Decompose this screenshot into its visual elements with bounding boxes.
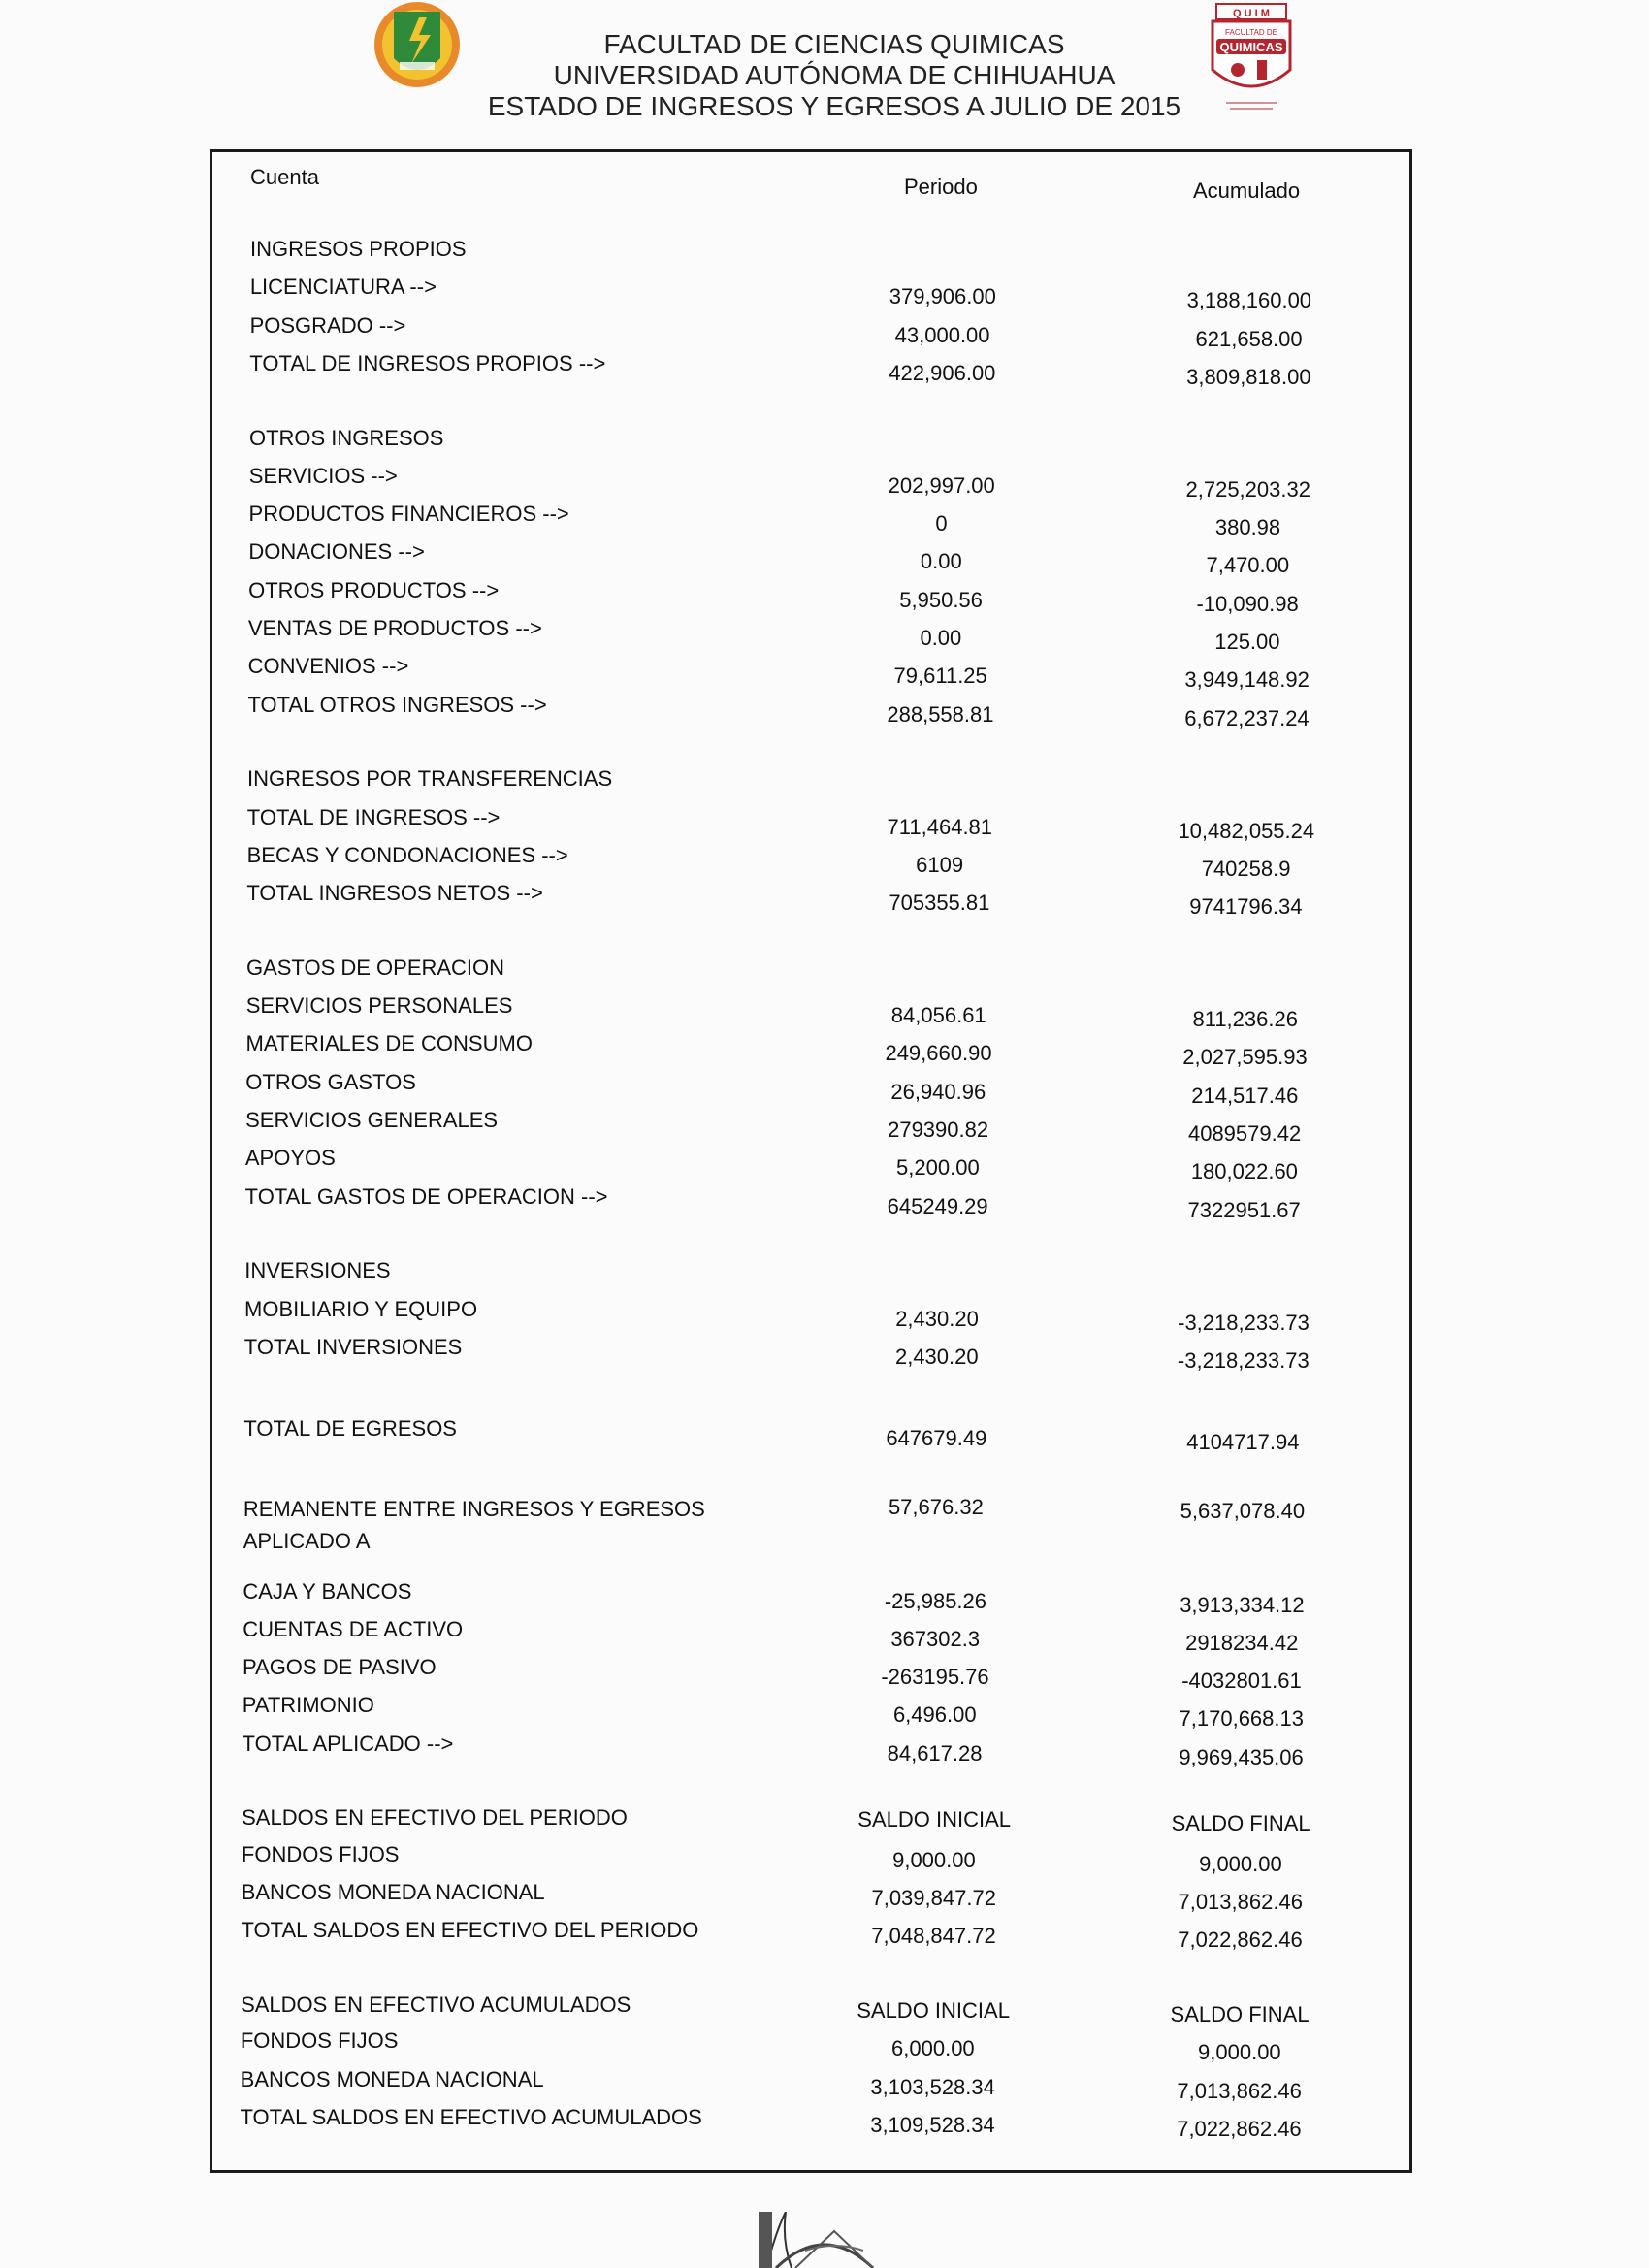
table-row-accumulated: 3,809,818.00 bbox=[1186, 364, 1311, 389]
section-title bbox=[0, 956, 1649, 990]
table-row bbox=[0, 1578, 1649, 1617]
total-egresos-row-accumulated: 4104717.94 bbox=[1186, 1430, 1300, 1455]
table-row bbox=[0, 1031, 1649, 1070]
table-row bbox=[0, 1880, 1649, 1915]
remanente-row bbox=[0, 1497, 1649, 1532]
saldos-periodo-title-period: SALDO INICIAL bbox=[857, 1807, 1011, 1832]
table-row-label: MATERIALES DE CONSUMO bbox=[245, 1031, 533, 1056]
aplicado-a-label-label: APLICADO A bbox=[242, 1529, 371, 1554]
table-row-label: SERVICIOS --> bbox=[248, 463, 398, 488]
section-title bbox=[0, 237, 1649, 272]
table-row bbox=[0, 539, 1649, 578]
table-row-period: 6109 bbox=[916, 852, 964, 877]
table-row-label: TOTAL OTROS INGRESOS --> bbox=[247, 692, 547, 717]
table-row-accumulated: 380.98 bbox=[1214, 515, 1281, 540]
table-row bbox=[0, 1693, 1649, 1732]
table-row-accumulated: 3,188,160.00 bbox=[1186, 288, 1312, 313]
saldos-periodo-title-label: SALDOS EN EFECTIVO DEL PERIODO bbox=[242, 1805, 628, 1831]
aplicado-a-label bbox=[0, 1529, 1649, 1564]
table-row bbox=[0, 993, 1649, 1032]
table-row-period: 705355.81 bbox=[889, 891, 990, 916]
total-egresos-row-label: TOTAL DE EGRESOS bbox=[243, 1416, 457, 1442]
column-header-account: Cuenta bbox=[250, 165, 319, 189]
table-row-period: 84,617.28 bbox=[887, 1740, 983, 1766]
table-row-accumulated: 180,022.60 bbox=[1190, 1159, 1298, 1184]
table-row-label: BECAS Y CONDONACIONES --> bbox=[246, 842, 568, 867]
table-row-label: FONDOS FIJOS bbox=[240, 2028, 399, 2054]
table-row-period: 5,950.56 bbox=[899, 587, 983, 612]
table-row bbox=[0, 654, 1649, 693]
table-row-accumulated: 7,170,668.13 bbox=[1179, 1706, 1304, 1732]
table-row bbox=[0, 1616, 1649, 1655]
table-row-label: CAJA Y BANCOS bbox=[242, 1578, 412, 1604]
saldos-acumulados-title-accumulated: SALDO FINAL bbox=[1170, 2001, 1310, 2026]
table-row-label: TOTAL SALDOS EN EFECTIVO DEL PERIODO bbox=[241, 1918, 699, 1943]
table-row-accumulated: 3,913,334.12 bbox=[1180, 1592, 1305, 1617]
remanente-row-label: REMANENTE ENTRE INGRESOS Y EGRESOS bbox=[242, 1497, 705, 1521]
table-row-period: 288,558.81 bbox=[887, 701, 994, 727]
table-row-accumulated: 740258.9 bbox=[1201, 856, 1291, 881]
crest-top-text: Q U I M bbox=[1233, 8, 1270, 19]
table-row-label: TOTAL SALDOS EN EFECTIVO ACUMULADOS bbox=[240, 2104, 702, 2129]
table-row-accumulated: 3,949,148.92 bbox=[1184, 667, 1310, 693]
table-row-period: 2,430.20 bbox=[895, 1306, 979, 1331]
table-row-period: 0 bbox=[935, 511, 948, 536]
section-title bbox=[0, 426, 1649, 461]
table-row bbox=[0, 1334, 1649, 1373]
table-row-period: 3,103,528.34 bbox=[870, 2074, 995, 2099]
total-egresos-row bbox=[0, 1416, 1649, 1455]
table-row-label: TOTAL GASTOS DE OPERACION --> bbox=[244, 1183, 608, 1209]
section-title bbox=[0, 1258, 1649, 1293]
stamp-mark bbox=[737, 2212, 989, 2268]
table-row-accumulated: 214,517.46 bbox=[1191, 1083, 1299, 1108]
table-row bbox=[0, 804, 1649, 843]
table-row-period: 367302.3 bbox=[890, 1626, 981, 1651]
table-row-period: 84,056.61 bbox=[890, 1003, 986, 1028]
saldos-acumulados-title-label: SALDOS EN EFECTIVO ACUMULADOS bbox=[241, 1992, 631, 2017]
table-row-period: 5,200.00 bbox=[896, 1155, 980, 1181]
table-row-period: 43,000.00 bbox=[894, 322, 990, 347]
table-row-period: 711,464.81 bbox=[887, 814, 993, 839]
table-row-label: APOYOS bbox=[244, 1146, 336, 1171]
table-row-label: TOTAL INGRESOS NETOS --> bbox=[246, 881, 543, 906]
table-row-label: SERVICIOS GENERALES bbox=[245, 1108, 499, 1132]
header-statement-title: ESTADO DE INGRESOS Y EGRESOS A JULIO DE 2015 bbox=[487, 91, 1181, 121]
table-row-period: 7,048,847.72 bbox=[871, 1924, 996, 1949]
saldos-periodo-title-accumulated: SALDO FINAL bbox=[1171, 1811, 1310, 1836]
table-row-period: 26,940.96 bbox=[890, 1079, 986, 1104]
table-row bbox=[0, 1731, 1649, 1769]
table-row-accumulated: 7,470.00 bbox=[1206, 553, 1290, 578]
table-row bbox=[0, 463, 1649, 502]
table-row-accumulated: -10,090.98 bbox=[1196, 591, 1299, 616]
section-title-label: INVERSIONES bbox=[244, 1258, 391, 1283]
table-row-label: BANCOS MONEDA NACIONAL bbox=[241, 1879, 545, 1904]
table-row-period: 79,611.25 bbox=[893, 664, 987, 689]
saldos-periodo-title bbox=[0, 1805, 1649, 1840]
table-row-accumulated: 621,658.00 bbox=[1195, 326, 1303, 351]
table-row bbox=[0, 1655, 1649, 1694]
table-row bbox=[0, 616, 1649, 655]
table-row-label: PAGOS DE PASIVO bbox=[242, 1655, 436, 1680]
table-row-period: 279390.82 bbox=[888, 1118, 989, 1142]
table-row-label: TOTAL DE INGRESOS --> bbox=[246, 804, 501, 829]
table-row bbox=[0, 1842, 1649, 1877]
table-row-accumulated: 9,000.00 bbox=[1199, 1851, 1282, 1876]
table-row-label: PATRIMONIO bbox=[242, 1693, 374, 1718]
remanente-row-accumulated: 5,637,078.40 bbox=[1180, 1499, 1306, 1523]
table-row bbox=[0, 577, 1649, 616]
table-row-label: VENTAS DE PRODUCTOS --> bbox=[247, 616, 542, 641]
table-row-period: 249,660.90 bbox=[885, 1041, 992, 1066]
table-row-label: OTROS GASTOS bbox=[245, 1069, 416, 1094]
column-header-period: Periodo bbox=[904, 175, 978, 199]
table-row-label: POSGRADO --> bbox=[249, 312, 406, 338]
section-title-label: INGRESOS PROPIOS bbox=[250, 237, 467, 261]
table-row-accumulated: 9,969,435.06 bbox=[1179, 1744, 1304, 1769]
table-row-period: 7,039,847.72 bbox=[871, 1885, 996, 1910]
table-row-period: 3,109,528.34 bbox=[870, 2112, 995, 2137]
table-row-label: CUENTAS DE ACTIVO bbox=[242, 1616, 464, 1641]
table-row bbox=[0, 350, 1649, 389]
table-row bbox=[0, 1918, 1649, 1953]
table-row-label: BANCOS MONEDA NACIONAL bbox=[240, 2066, 544, 2091]
crest-quimicas-text: QUIMICAS bbox=[1219, 40, 1283, 54]
table-row-label: DONACIONES --> bbox=[248, 539, 425, 565]
section-title-label: INGRESOS POR TRANSFERENCIAS bbox=[247, 766, 613, 792]
table-row bbox=[0, 312, 1649, 351]
table-row-accumulated: 9741796.34 bbox=[1189, 894, 1303, 920]
document-header bbox=[427, 29, 1242, 122]
table-row bbox=[0, 275, 1649, 313]
table-row-label: FONDOS FIJOS bbox=[241, 1841, 400, 1866]
table-row bbox=[0, 2067, 1649, 2102]
section-title bbox=[0, 766, 1649, 801]
header-faculty: FACULTAD DE CIENCIAS QUIMICAS bbox=[603, 29, 1065, 59]
table-row bbox=[0, 1296, 1649, 1335]
table-row-accumulated: 125.00 bbox=[1214, 630, 1280, 655]
table-row-accumulated: 2,725,203.32 bbox=[1185, 476, 1310, 502]
saldos-acumulados-title bbox=[0, 1993, 1649, 2027]
table-row bbox=[0, 2028, 1649, 2063]
header-university: UNIVERSIDAD AUTÓNOMA DE CHIHUAHUA bbox=[553, 60, 1116, 90]
remanente-row-period: 57,676.32 bbox=[888, 1495, 984, 1519]
table-row-label: MOBILIARIO Y EQUIPO bbox=[244, 1296, 478, 1321]
table-row bbox=[0, 1183, 1649, 1222]
table-row-accumulated: 2,027,595.93 bbox=[1182, 1045, 1308, 1070]
table-row-period: 0.00 bbox=[920, 549, 962, 574]
table-row-accumulated: 9,000.00 bbox=[1198, 2040, 1281, 2065]
table-row-accumulated: 10,482,055.24 bbox=[1178, 818, 1315, 843]
table-row-period: -25,985.26 bbox=[884, 1588, 987, 1613]
table-row-accumulated: 811,236.26 bbox=[1192, 1007, 1298, 1032]
table-row-accumulated: 7322951.67 bbox=[1187, 1197, 1301, 1222]
table-row-period: 379,906.00 bbox=[889, 284, 996, 309]
table-row-label: OTROS PRODUCTOS --> bbox=[248, 577, 500, 602]
table-row bbox=[0, 1108, 1649, 1146]
total-egresos-row-period: 647679.49 bbox=[886, 1426, 987, 1451]
table-row-period: 9,000.00 bbox=[892, 1847, 976, 1872]
table-row-period: 2,430.20 bbox=[894, 1344, 979, 1369]
table-row-accumulated: 7,013,862.46 bbox=[1178, 1889, 1303, 1914]
table-row-period: 6,000.00 bbox=[891, 2036, 975, 2061]
table-row-label: LICENCIATURA --> bbox=[249, 275, 436, 300]
table-row-period: -263195.76 bbox=[881, 1665, 989, 1690]
crest-mid-text: FACULTAD DE bbox=[1225, 28, 1277, 37]
table-row bbox=[0, 693, 1649, 728]
table-row bbox=[0, 842, 1649, 881]
table-row-label: TOTAL INVERSIONES bbox=[243, 1334, 463, 1359]
table-row-accumulated: -3,218,233.73 bbox=[1178, 1310, 1310, 1335]
table-row-period: 0.00 bbox=[920, 626, 962, 651]
table-row-accumulated: 7,013,862.46 bbox=[1177, 2078, 1302, 2103]
table-row-period: 645249.29 bbox=[887, 1193, 988, 1218]
table-row-label: SERVICIOS PERSONALES bbox=[245, 993, 513, 1019]
table-row-accumulated: 4089579.42 bbox=[1187, 1121, 1302, 1146]
table-row-label: TOTAL DE INGRESOS PROPIOS --> bbox=[249, 350, 606, 375]
table-row-label: TOTAL APLICADO --> bbox=[242, 1731, 454, 1756]
table-row-label: CONVENIOS --> bbox=[247, 654, 409, 679]
table-row-accumulated: 2918234.42 bbox=[1185, 1630, 1299, 1655]
table-row-label: PRODUCTOS FINANCIEROS --> bbox=[248, 502, 569, 527]
table-row-period: 6,496.00 bbox=[892, 1702, 977, 1728]
table-row-accumulated: 6,672,237.24 bbox=[1184, 705, 1310, 730]
table-row bbox=[0, 881, 1649, 920]
saldos-acumulados-title-period: SALDO INICIAL bbox=[857, 1997, 1010, 2023]
table-row-period: 202,997.00 bbox=[888, 472, 995, 498]
table-row bbox=[0, 502, 1649, 540]
table-row-accumulated: -3,218,233.73 bbox=[1177, 1347, 1310, 1373]
table-row-accumulated: 7,022,862.46 bbox=[1178, 1928, 1303, 1953]
table-row bbox=[0, 1069, 1649, 1108]
column-header-accumulated: Acumulado bbox=[1193, 178, 1301, 203]
table-row-accumulated: -4032801.61 bbox=[1181, 1669, 1302, 1694]
table-row-accumulated: 7,022,862.46 bbox=[1177, 2116, 1302, 2141]
section-title-label: GASTOS DE OPERACION bbox=[245, 955, 505, 980]
table-row-period: 422,906.00 bbox=[889, 360, 996, 385]
table-row bbox=[0, 1146, 1649, 1184]
table-row bbox=[0, 2105, 1649, 2140]
section-title-label: OTROS INGRESOS bbox=[248, 425, 444, 450]
